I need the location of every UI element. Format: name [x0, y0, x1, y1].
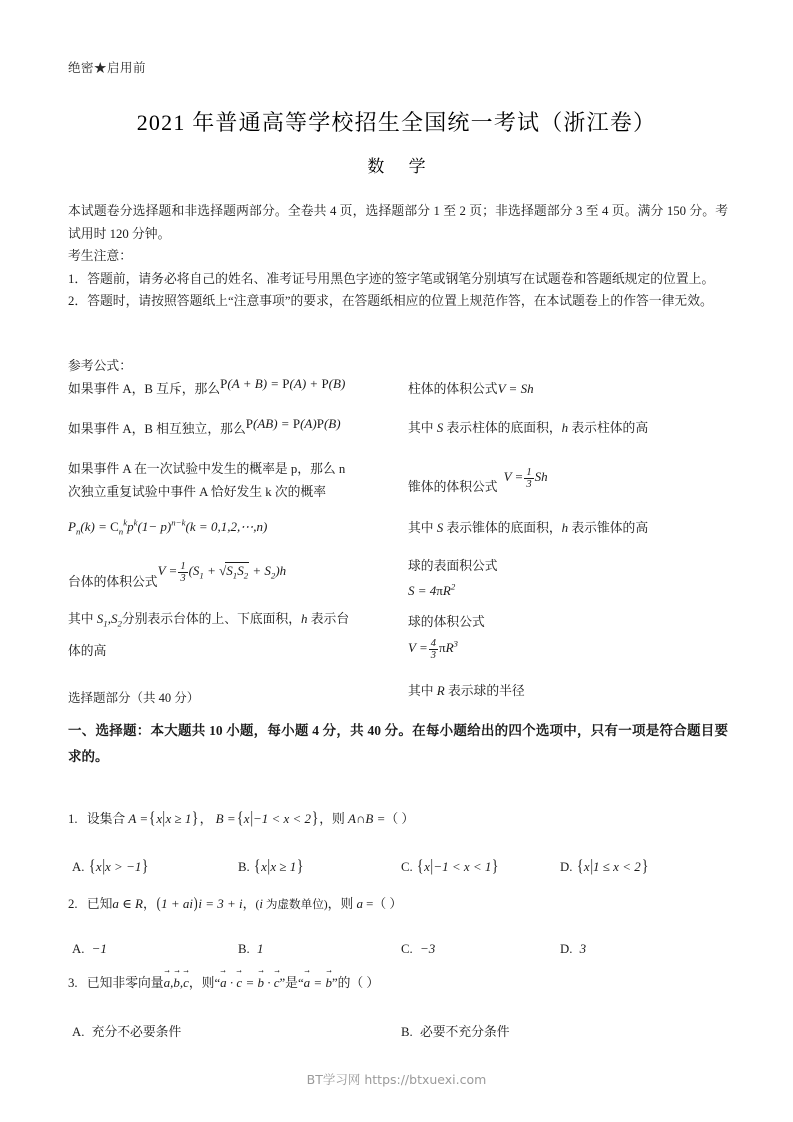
question-1-set-a: A ={x|x ≥ 1} — [128, 808, 199, 827]
question-1-number: 1. — [68, 812, 78, 826]
instruction-line-4: 2．答题时，请按照答题纸上“注意事项”的要求，在答题纸相应的位置上规范作答，在本试题卷上的作答一律无效。 — [68, 294, 713, 308]
question-1-option-c[interactable] — [401, 856, 500, 876]
option-value: {x|x ≥ 1} — [253, 856, 304, 875]
question-2-number: 2. — [68, 897, 78, 911]
sphere-area-label-text: 球的表面积公式 — [408, 559, 498, 573]
sphere-volume-label-text: 球的体积公式 — [408, 615, 485, 629]
formula-binomial — [68, 512, 408, 554]
binomial-formula: $P_n(k) = C_n^kp^k(1- p)^{n-k}(k$ = 0,1,2,⋯,n) — [68, 518, 268, 537]
question-2 — [68, 893, 748, 967]
option-value: 充分不必要条件 — [91, 1025, 182, 1039]
formula-column-right — [408, 378, 728, 710]
question-1-option-d[interactable] — [560, 856, 649, 876]
frustum-note-line-1: 其中 $S_1,S_2$分别表示台体的上、下底面积，h 表示台 — [68, 611, 350, 629]
section-part-label: 选择题部分（共 40 分） — [68, 691, 200, 705]
question-1 — [68, 808, 748, 882]
option-value: {x|1 ≤ x < 2} — [576, 856, 649, 875]
option-value: −1 — [91, 941, 107, 956]
formula-column-left — [68, 378, 408, 672]
formula-cone — [408, 467, 728, 509]
option-label: A. — [72, 942, 85, 956]
option-value: {x|x > −1} — [88, 856, 149, 875]
formula-independent — [68, 418, 408, 450]
option-label: C. — [401, 942, 413, 956]
question-2-option-a[interactable] — [72, 941, 107, 957]
question-2-option-b[interactable] — [238, 941, 263, 957]
option-label: A. — [72, 860, 85, 874]
option-value: {x|−1 < x < 1} — [416, 856, 499, 875]
formula-frustum — [68, 562, 408, 600]
binomial-text-line-2: 次独立重复试验中事件 A 恰好发生 k 次的概率 — [68, 485, 327, 499]
subject-title: 数 学 — [367, 157, 436, 176]
question-3-options — [68, 1021, 748, 1047]
cone-label: 锥体的体积公式 — [408, 480, 498, 494]
prism-formula: V = Sh — [497, 381, 534, 396]
question-2-options — [68, 941, 748, 967]
prism-label: 柱体的体积公式 — [408, 382, 498, 396]
question-1-options — [68, 856, 748, 882]
footer-watermark: BT学习网 https://btxuexi.com — [306, 1072, 487, 1087]
frustum-note-line-2 — [68, 640, 408, 664]
option-label: B. — [238, 860, 250, 874]
reference-formula-label: 参考公式： — [68, 359, 132, 373]
instruction-line-3: 1．答题前，请务必将自己的姓名、准考证号用黑色字迹的签字笔或钢笔分别填写在试题卷和答题纸规定的位置上。 — [68, 271, 715, 286]
sphere-volume-label — [408, 611, 728, 630]
prism-note: 其中 S 表示柱体的底面积，h 表示柱体的高 — [408, 420, 649, 435]
question-3-option-b[interactable] — [401, 1021, 510, 1040]
cone-note: 其中 S 表示锥体的底面积，h 表示锥体的高 — [408, 520, 649, 535]
question-2-option-c[interactable] — [401, 941, 435, 957]
question-2-stem: 2. 已知a ∈ R，(1 + ai)i = 3 + i，(i 为虚数单位)，则 a =（ ） — [68, 895, 403, 912]
binomial-text-line-1: 如果事件 A 在一次试验中发生的概率是 p，那么 n — [68, 462, 346, 476]
instruction-line-1: 本试题卷分选择题和非选择题两部分。全卷共 4 页，选择题部分 1 至 2 页；非选择题部分 3 至 4 页。满分 150 分。考试用时 120 分钟。 — [68, 204, 729, 241]
option-value: 1 — [256, 941, 264, 956]
formula-binomial-text — [68, 458, 408, 504]
sphere-area-formula: $S = 4\pi R^2$ — [408, 582, 456, 599]
question-1-stem: 1. 设集合 A ={x|x ≥ 1}， B ={x|−1 < x < 2}，则 A∩B =（ ） — [68, 808, 415, 827]
question-3 — [68, 972, 748, 1047]
instructions-block — [68, 200, 728, 313]
cone-formula: V = $\frac{1}{3}$ Sh — [503, 466, 548, 490]
option-label: C. — [401, 860, 413, 874]
mutually-exclusive-formula: P(A + B) = P(A) + P(B) — [220, 376, 346, 391]
option-label: B. — [401, 1025, 413, 1039]
sphere-volume-formula: V = $\frac{4}{3}$ $\pi R^3$ — [408, 638, 458, 662]
frustum-formula: V = $\frac{1}{3}$ $(S_1 + √S_1S_2 + S_2)h$ — [157, 560, 287, 584]
option-label: D. — [560, 860, 573, 874]
sphere-note: 其中 R 表示球的半径 — [408, 683, 525, 698]
independent-formula: P(AB) = P(A)P(B) — [245, 416, 341, 431]
question-2-option-d[interactable] — [560, 941, 586, 957]
question-3-number: 3. — [68, 976, 78, 990]
option-value: 3 — [579, 941, 587, 956]
mutually-exclusive-text: 如果事件 A，B 互斥，那么 — [68, 382, 221, 396]
frustum-label: 台体的体积公式 — [68, 575, 158, 589]
choice-section-heading: 一、选择题：本大题共 10 小题，每小题 4 分，共 40 分。在每小题给出的四个选项中，只有一项是符合题目要求的。 — [68, 723, 728, 764]
question-1-option-a[interactable] — [72, 856, 150, 876]
question-1-stem-prefix: 设集合 — [86, 812, 126, 826]
page-title: 2021 年普通高等学校招生全国统一考试（浙江卷） — [136, 110, 657, 135]
sphere-area-label — [408, 555, 728, 574]
question-3-stem: 3. 已知非零向量a →,b →,c →，则“a → · c → = b → · c →”是“a → = b →”的（ ） — [68, 972, 748, 991]
formula-prism — [408, 378, 728, 409]
question-1-set-b: B ={x|−1 < x < 2} — [215, 808, 319, 827]
option-label: A. — [72, 1025, 85, 1039]
formula-mutually-exclusive — [68, 378, 408, 410]
secret-mark: 绝密★启用前 — [68, 61, 147, 75]
frustum-note-text-2: 体的高 — [68, 644, 107, 658]
instruction-line-2: 考生注意： — [68, 249, 132, 263]
independent-text: 如果事件 A，B 相互独立，那么 — [68, 422, 246, 436]
question-1-option-b[interactable] — [238, 856, 304, 876]
option-label: B. — [238, 942, 250, 956]
option-label: D. — [560, 942, 573, 956]
option-value: 必要不充分条件 — [419, 1025, 510, 1039]
option-value: −3 — [419, 941, 436, 956]
question-3-option-a[interactable] — [72, 1021, 181, 1040]
